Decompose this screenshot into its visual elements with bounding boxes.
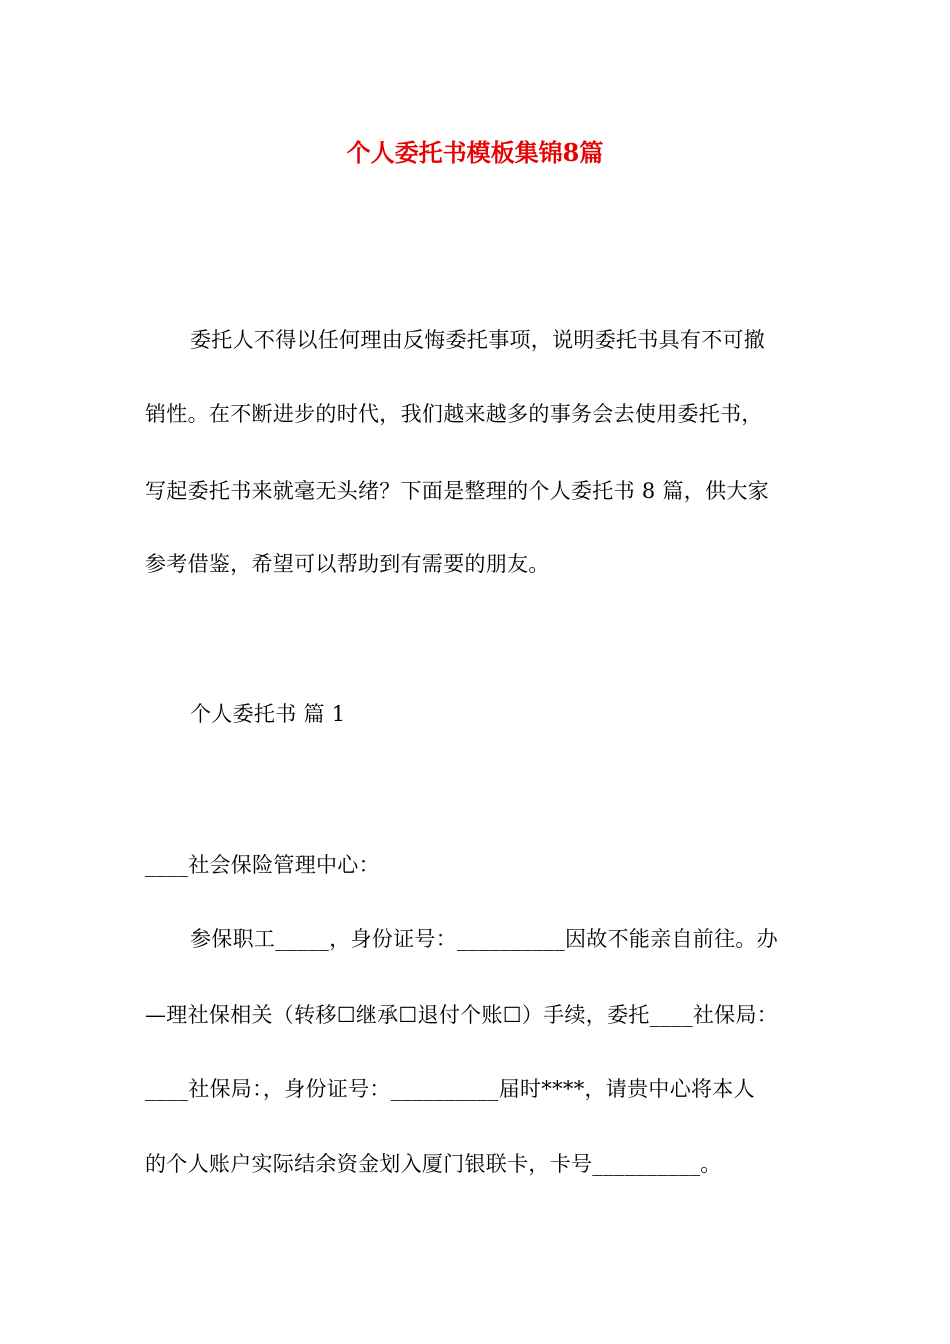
- section-heading: 个人委托书 篇 1: [190, 702, 346, 726]
- intro-line-2: 销性。在不断进步的时代，我们越来越多的事务会去使用委托书，: [145, 402, 763, 426]
- salutation: ____社会保险管理中心：: [145, 853, 380, 877]
- body-line-3: ____社保局：，身份证号：__________届时****，请贵中心将本人: [145, 1077, 755, 1101]
- intro-line-4: 参考借鉴，希望可以帮助到有需要的朋友。: [145, 552, 550, 576]
- intro-line-3: 写起委托书来就毫无头绪？下面是整理的个人委托书 8 篇，供大家: [145, 479, 770, 503]
- body-line-4: 的个人账户实际结余资金划入厦门银联卡，卡号__________。: [145, 1152, 722, 1176]
- body-line-2: —理社保相关（转移☐继承☐退付个账☐）手续，委托____社保局：: [145, 1003, 779, 1027]
- body-line-1: 参保职工_____，身份证号：__________因故不能亲自前往。办: [190, 927, 778, 951]
- intro-line-1: 委托人不得以任何理由反悔委托事项，说明委托书具有不可撤: [190, 328, 766, 352]
- page-title: 个人委托书模板集锦8篇: [346, 138, 604, 167]
